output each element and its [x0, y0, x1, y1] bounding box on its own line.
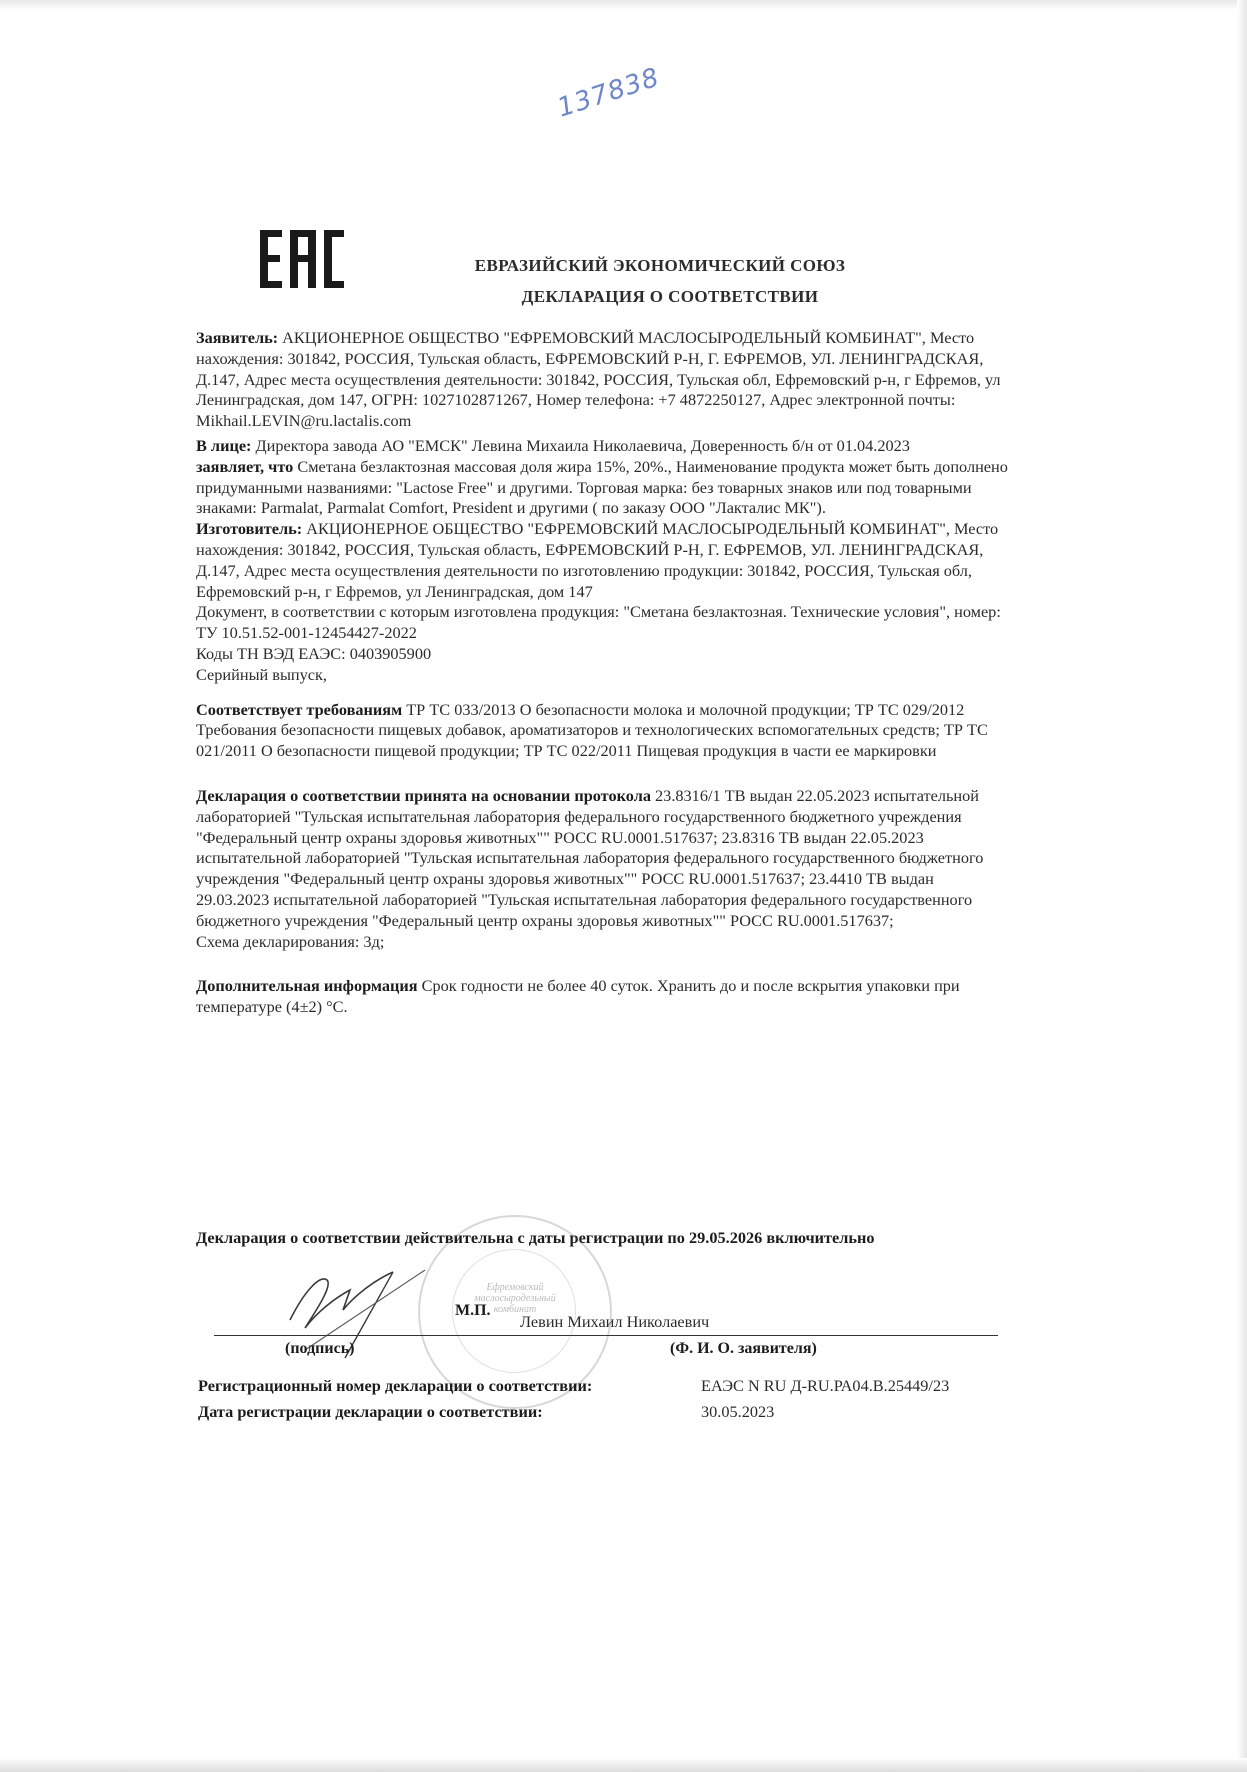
applicant-label: Заявитель:: [196, 328, 279, 347]
manufacturer-section: [196, 519, 1011, 602]
scan-edge-bottom: [0, 1758, 1247, 1772]
signatory-name: Левин Михаил Николаевич: [520, 1312, 710, 1331]
eac-logo-icon: [258, 228, 346, 290]
protocol-label: Декларация о соответствии принята на основании протокола: [196, 785, 651, 805]
seal-text: Ефремовский маслосыродельный комбинат: [474, 1282, 556, 1315]
protocol-section: [196, 786, 1011, 932]
fio-caption: (Ф. И. О. заявителя): [670, 1340, 817, 1357]
additional-text: Срок годности не более 40 суток. Хранить до и после вскрытия упаковки при температуре (4±2) °С.: [196, 976, 960, 1017]
represented-section: [196, 436, 1011, 457]
scan-edge-right: [1237, 0, 1247, 1772]
applicant-section: [196, 328, 1011, 432]
stamp-mark-label: М.П.: [455, 1302, 491, 1319]
represented-text: Директора завода АО "ЕМСК" Левина Михаила Николаевича, Доверенность б/н от 01.04.2023: [251, 435, 910, 455]
declares-section: [196, 457, 1011, 519]
represented-label: В лице:: [196, 435, 252, 455]
compliance-label: Соответствует требованиям: [196, 699, 403, 719]
document-basis: Документ, в соответствии с которым изготовлена продукция: "Сметана безлактозная. Технические условия", номер: ТУ 10.51.52-001-12454427-2022: [196, 602, 1001, 643]
additional-section: [196, 976, 1011, 1018]
union-title: ЕВРАЗИЙСКИЙ ЭКОНОМИЧЕСКИЙ СОЮЗ: [474, 256, 846, 275]
tn-ved-codes: Коды ТН ВЭД ЕАЭС: 0403905900: [196, 643, 432, 663]
validity-statement: Декларация о соответствии действительна с даты регистрации по 29.05.2026 включительно: [196, 1228, 875, 1247]
declares-text: Сметана безлактозная массовая доля жира 15%, 20%., Наименование продукта может быть дополнено придуманными названиями: "Lactose Free" и другими. Торговая марка: без товарных знаков или под товарными знаками: Parmalat, Parmalat Comfort, President и другими ( по заказу ООО "Лакталис МК").: [196, 456, 1008, 518]
signature-line: [214, 1335, 998, 1336]
scan-edge-top: [0, 0, 1247, 10]
declaration-scheme: Схема декларирования: 3д;: [196, 931, 385, 951]
registration-number-value: ЕАЭС N RU Д-RU.РА04.В.25449/23: [701, 1376, 950, 1395]
registration-date-value: 30.05.2023: [701, 1402, 775, 1421]
declares-label: заявляет, что: [196, 456, 294, 476]
handwritten-number: 137838: [553, 62, 664, 124]
manufacturer-text: АКЦИОНЕРНОЕ ОБЩЕСТВО "ЕФРЕМОВСКИЙ МАСЛОСЫРОДЕЛЬНЫЙ КОМБИНАТ", Место нахождения: 301842, РОССИЯ, Тульская область, ЕФРЕМОВСКИЙ Р-Н, Г. ЕФРЕМОВ, УЛ. ЛЕНИНГРАДСКАЯ, Д.147, Адрес места осуществления деятельности по изготовлению продукции: 301842, РОССИЯ, Тульская обл, Ефремовский р-н, г Ефремов, ул Ленинградская, дом 147: [196, 519, 999, 601]
serial-release: Серийный выпуск,: [196, 664, 327, 684]
applicant-text: АКЦИОНЕРНОЕ ОБЩЕСТВО "ЕФРЕМОВСКИЙ МАСЛОСЫРОДЕЛЬНЫЙ КОМБИНАТ", Место нахождения: 301842, РОССИЯ, Тульская область, ЕФРЕМОВСКИЙ Р-Н, Г. ЕФРЕМОВ, УЛ. ЛЕНИНГРАДСКАЯ, Д.147, Адрес места осуществления деятельности: 301842, РОССИЯ, Тульская обл, Ефремовский р-н, г Ефремов, ул Ленинградская, дом 147, ОГРН: 1027102871267, Номер телефона: +7 4872250127, Адрес электронной почты: Mikhail.LEVIN@ru.lactalis.com: [196, 328, 1001, 431]
additional-label: Дополнительная информация: [196, 976, 418, 996]
protocol-text: 23.8316/1 ТВ выдан 22.05.2023 испытательной лабораторией "Тульская испытательная лаборатория федерального государственного бюджетного учреждения "Федеральный центр охраны здоровья животных"" РОСС RU.0001.517637; 23.8316 ТВ выдан 22.05.2023 испытательной лабораторией "Тульская испытательная лаборатория федерального государственного бюджетного учреждения "Федеральный центр охраны здоровья животных"" РОСС RU.0001.517637; 23.4410 ТВ выдан 29.03.2023 испытательной лабораторией "Тульская испытательная лаборатория федерального государственного бюджетного учреждения "Федеральный центр охраны здоровья животных"" РОСС RU.0001.517637;: [196, 785, 984, 930]
registration-number-label: Регистрационный номер декларации о соответствии:: [198, 1376, 593, 1395]
compliance-section: [196, 700, 1011, 762]
document-title: ДЕКЛАРАЦИЯ О СООТВЕТСТВИИ: [521, 287, 819, 306]
signature-caption: (подпись): [285, 1340, 355, 1357]
compliance-text: ТР ТС 033/2013 О безопасности молока и молочной продукции; ТР ТС 029/2012 Требования безопасности пищевых добавок, ароматизаторов и технологических вспомогательных средств; ТР ТС 021/2011 О безопасности пищевой продукции; ТР ТС 022/2011 Пищевая продукция в части ее маркировки: [196, 699, 988, 761]
registration-date-label: Дата регистрации декларации о соответствии:: [198, 1402, 543, 1421]
manufacturer-label: Изготовитель:: [196, 519, 303, 539]
declaration-body: [196, 328, 1011, 1018]
